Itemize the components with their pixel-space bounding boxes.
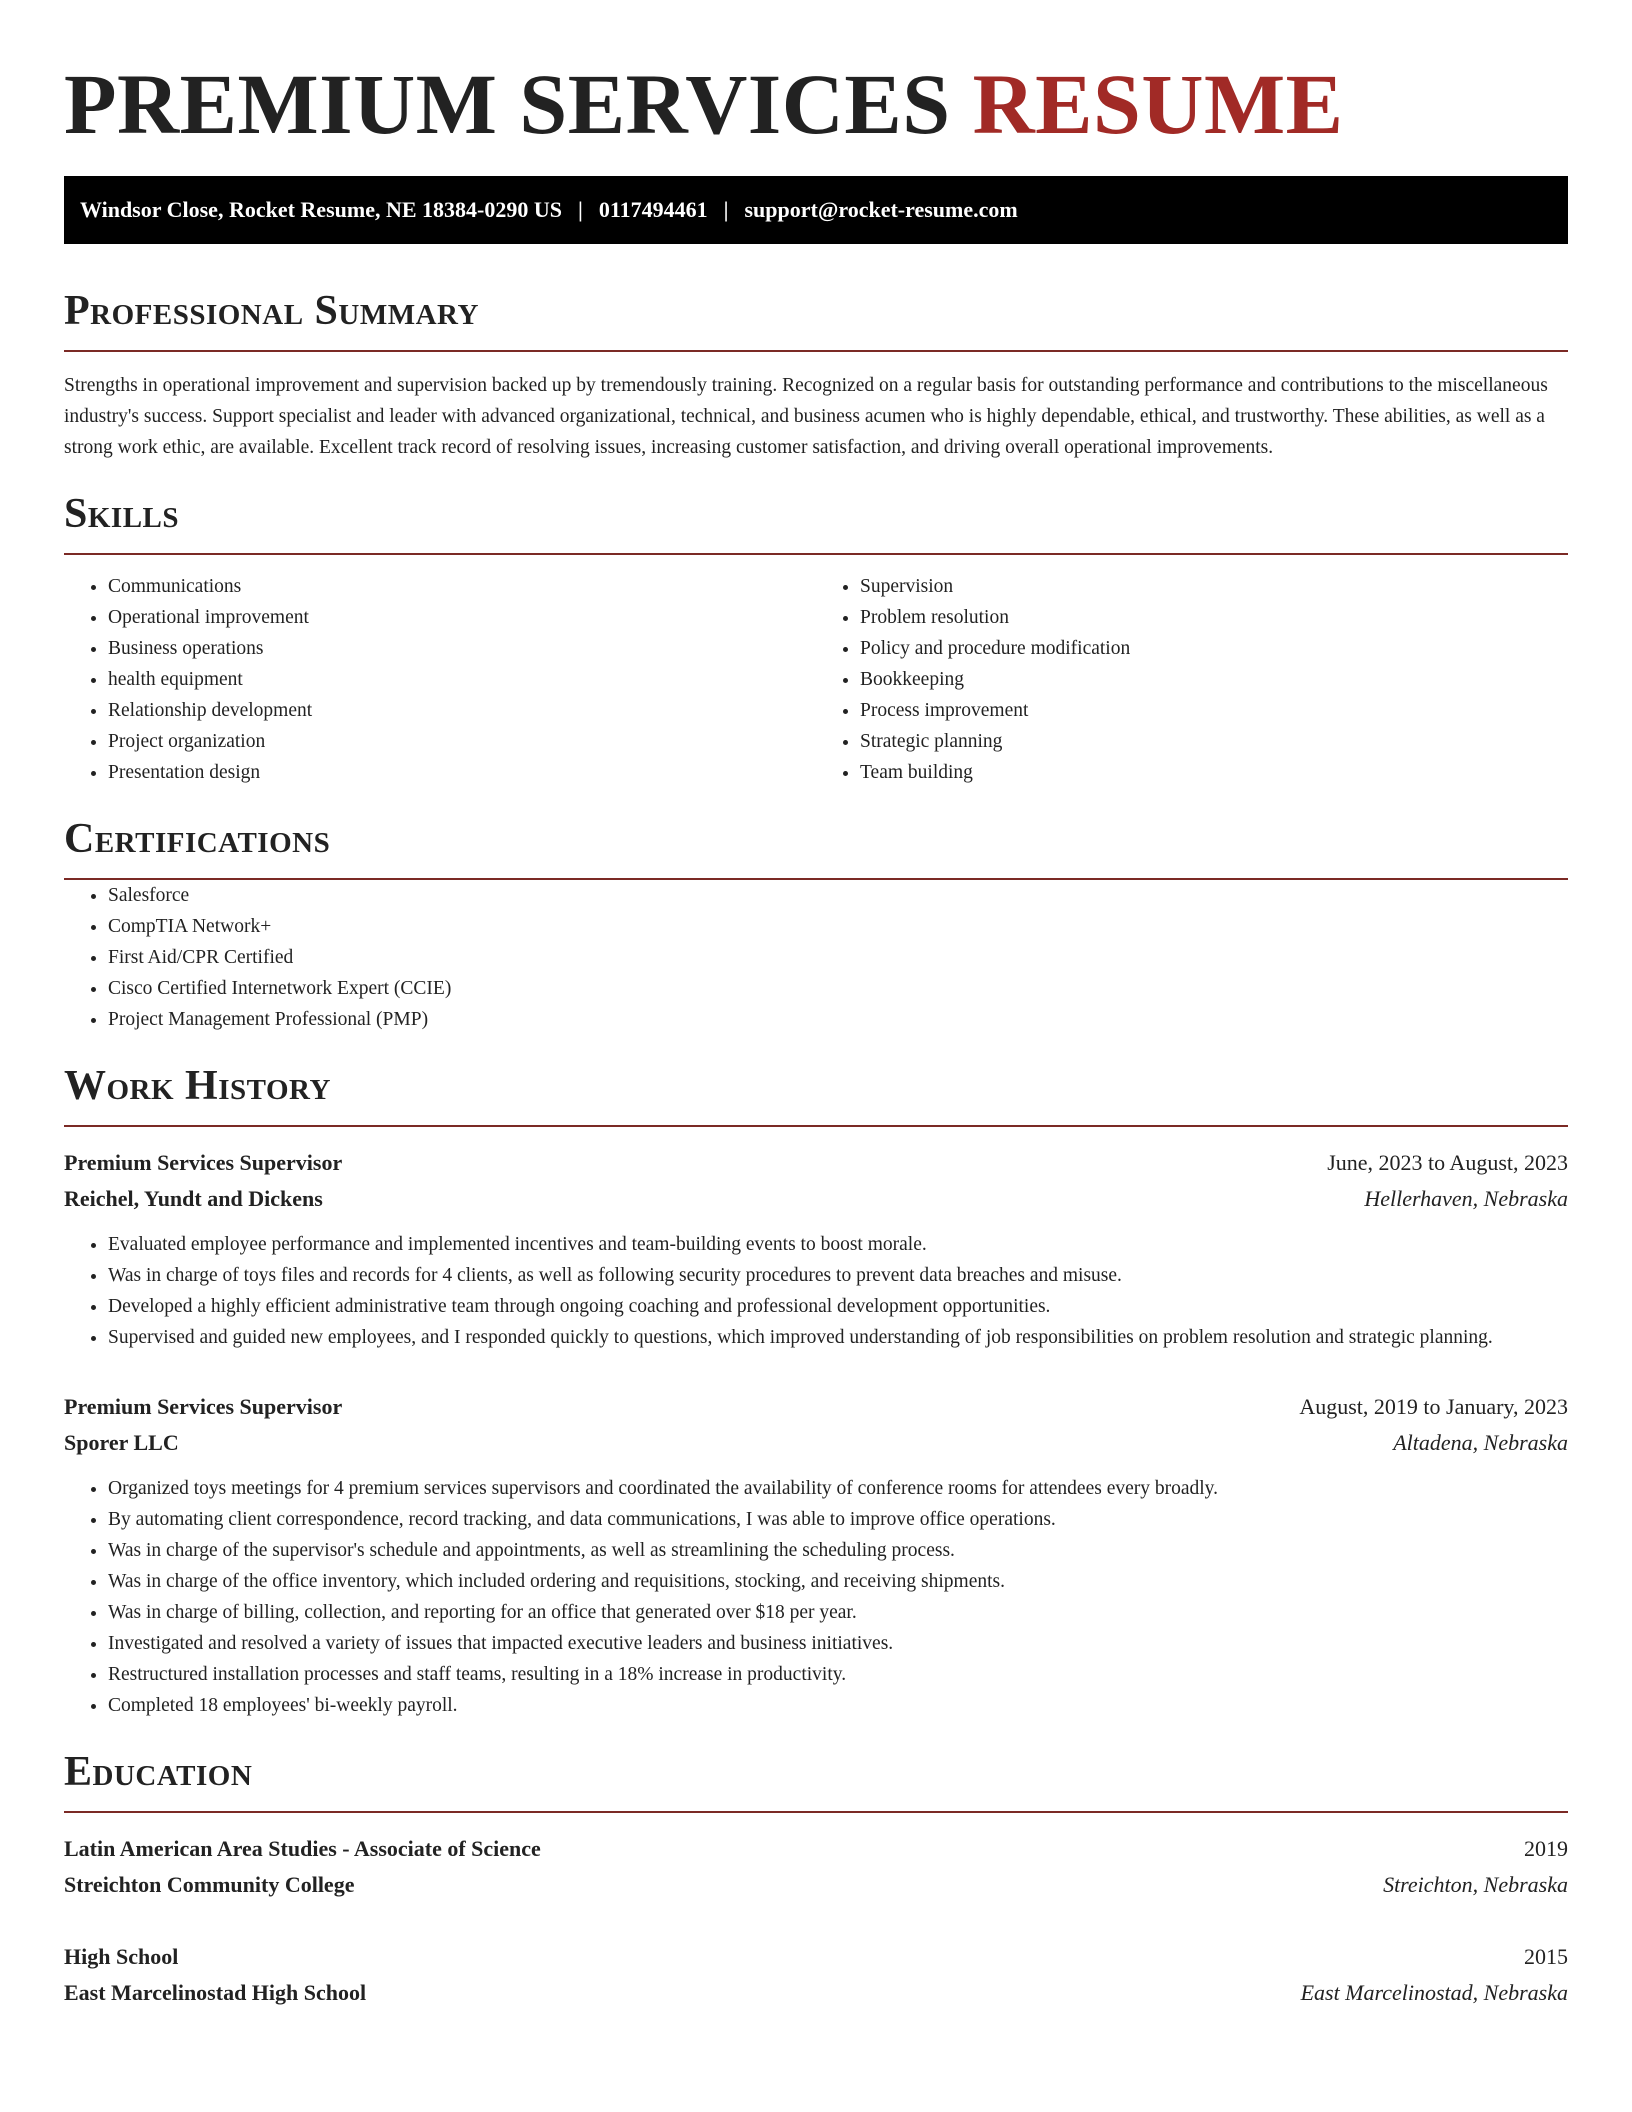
skills-list-right <box>816 571 1568 788</box>
job-bullets <box>64 1229 1568 1353</box>
job-dates: June, 2023 to August, 2023 <box>1327 1150 1568 1175</box>
job-bullet: • Restructured installation processes and staff teams, resulting in a 18% increase in productivity. <box>108 1659 1568 1690</box>
certification-item: • First Aid/CPR Certified <box>108 942 1568 973</box>
education-school-row <box>64 1867 1568 1903</box>
certification-item: • Cisco Certified Internetwork Expert (CCIE) <box>108 973 1568 1004</box>
skill-item: • health equipment <box>108 664 816 695</box>
certification-item: • CompTIA Network+ <box>108 911 1568 942</box>
section-heading: Education <box>64 1749 253 1795</box>
education-school-row <box>64 1975 1568 2011</box>
contact-separator: | <box>723 197 729 222</box>
job-entry <box>64 1389 1568 1721</box>
job-bullet: • Investigated and resolved a variety of issues that impacted executive leaders and business initiatives. <box>108 1628 1568 1659</box>
skill-item: • Business operations <box>108 633 816 664</box>
job-title: Premium Services Supervisor <box>64 1394 343 1419</box>
education-section <box>64 1747 1568 2011</box>
job-bullet: • Completed 18 employees' bi-weekly payroll. <box>108 1690 1568 1721</box>
job-company: Sporer LLC <box>64 1430 179 1455</box>
skill-item: • Presentation design <box>108 757 816 788</box>
skill-item: • Relationship development <box>108 695 816 726</box>
job-dates: August, 2019 to January, 2023 <box>1299 1394 1568 1419</box>
title-accent: RESUME <box>972 56 1344 152</box>
education-degree-row <box>64 1831 1568 1867</box>
education-degree: Latin American Area Studies - Associate of Science <box>64 1836 541 1861</box>
skills-list-left <box>64 571 816 788</box>
education-location: East Marcelinostad, Nebraska <box>1300 1980 1568 2005</box>
job-company-row <box>64 1425 1568 1461</box>
job-bullets <box>64 1473 1568 1721</box>
education-degree: High School <box>64 1944 179 1969</box>
education-year: 2015 <box>1524 1944 1568 1969</box>
job-company: Reichel, Yundt and Dickens <box>64 1186 323 1211</box>
job-bullet: • Supervised and guided new employees, and I responded quickly to questions, which improved understanding of job responsibilities on problem resolution and strategic planning. <box>108 1322 1568 1353</box>
job-title: Premium Services Supervisor <box>64 1150 343 1175</box>
certification-item: • Project Management Professional (PMP) <box>108 1004 1568 1035</box>
skill-item: • Problem resolution <box>860 602 1568 633</box>
job-location: Altadena, Nebraska <box>1393 1430 1568 1455</box>
professional-summary-section <box>64 286 1568 463</box>
education-entry <box>64 1831 1568 1903</box>
skill-item: • Team building <box>860 757 1568 788</box>
job-bullet: • Was in charge of billing, collection, and reporting for an office that generated over $18 per year. <box>108 1597 1568 1628</box>
job-bullet: • Was in charge of toys files and records for 4 clients, as well as following security procedures to prevent data breaches and misuse. <box>108 1260 1568 1291</box>
certifications-list <box>64 880 1568 1035</box>
job-bullet: • Evaluated employee performance and implemented incentives and team-building events to boost morale. <box>108 1229 1568 1260</box>
education-degree-row <box>64 1939 1568 1975</box>
skill-item: • Bookkeeping <box>860 664 1568 695</box>
skills-columns <box>64 571 1568 788</box>
work-history-section <box>64 1061 1568 1721</box>
education-school: Streichton Community College <box>64 1872 355 1897</box>
education-school: East Marcelinostad High School <box>64 1980 367 2005</box>
skill-item: • Project organization <box>108 726 816 757</box>
job-entry <box>64 1145 1568 1353</box>
education-location: Streichton, Nebraska <box>1383 1872 1568 1897</box>
skill-item: • Policy and procedure modification <box>860 633 1568 664</box>
job-bullet: • Was in charge of the office inventory, which included ordering and requisitions, stocking, and receiving shipments. <box>108 1566 1568 1597</box>
job-header-row <box>64 1145 1568 1181</box>
skills-section <box>64 489 1568 788</box>
summary-text: Strengths in operational improvement and supervision backed up by tremendously training. Recognized on a regular basis for outstanding performance and contributions to the miscellaneous industry's success. Support specialist and leader with advanced organizational, technical, and business acumen who is highly dependable, ethical, and trustworthy. These abilities, as well as a strong work ethic, are available. Excellent track record of resolving issues, increasing customer satisfaction, and driving overall operational improvements. <box>64 375 1548 458</box>
skill-item: • Supervision <box>860 571 1568 602</box>
section-divider <box>64 553 1568 555</box>
job-header-row <box>64 1389 1568 1425</box>
section-divider <box>64 350 1568 352</box>
contact-phone: 0117494461 <box>598 197 708 222</box>
skill-item: • Communications <box>108 571 816 602</box>
job-bullet: • Was in charge of the supervisor's schedule and appointments, as well as streamlining the scheduling process. <box>108 1535 1568 1566</box>
section-heading: Certifications <box>64 816 331 862</box>
contact-separator: | <box>577 197 583 222</box>
title-main: PREMIUM SERVICES <box>64 56 951 152</box>
resume-title <box>64 56 1568 152</box>
certifications-section <box>64 814 1568 1035</box>
certification-item: • Salesforce <box>108 880 1568 911</box>
contact-email: support@rocket-resume.com <box>744 197 1018 222</box>
section-heading: Skills <box>64 491 180 537</box>
skill-item: • Strategic planning <box>860 726 1568 757</box>
section-heading: Work History <box>64 1063 331 1109</box>
skill-item: • Process improvement <box>860 695 1568 726</box>
job-company-row <box>64 1181 1568 1217</box>
job-bullet: • By automating client correspondence, record tracking, and data communications, I was able to improve office operations. <box>108 1504 1568 1535</box>
job-location: Hellerhaven, Nebraska <box>1364 1186 1568 1211</box>
resume-page <box>64 0 1568 2011</box>
section-divider <box>64 1811 1568 1813</box>
job-bullet: • Developed a highly efficient administrative team through ongoing coaching and professional development opportunities. <box>108 1291 1568 1322</box>
section-divider <box>64 1125 1568 1127</box>
education-entry <box>64 1939 1568 2011</box>
job-bullet: • Organized toys meetings for 4 premium services supervisors and coordinated the availability of conference rooms for attendees every broadly. <box>108 1473 1568 1504</box>
contact-bar <box>64 176 1568 244</box>
skill-item: • Operational improvement <box>108 602 816 633</box>
section-heading: Professional Summary <box>64 288 479 334</box>
education-year: 2019 <box>1524 1836 1568 1861</box>
contact-address: Windsor Close, Rocket Resume, NE 18384-0290 US <box>80 197 562 222</box>
